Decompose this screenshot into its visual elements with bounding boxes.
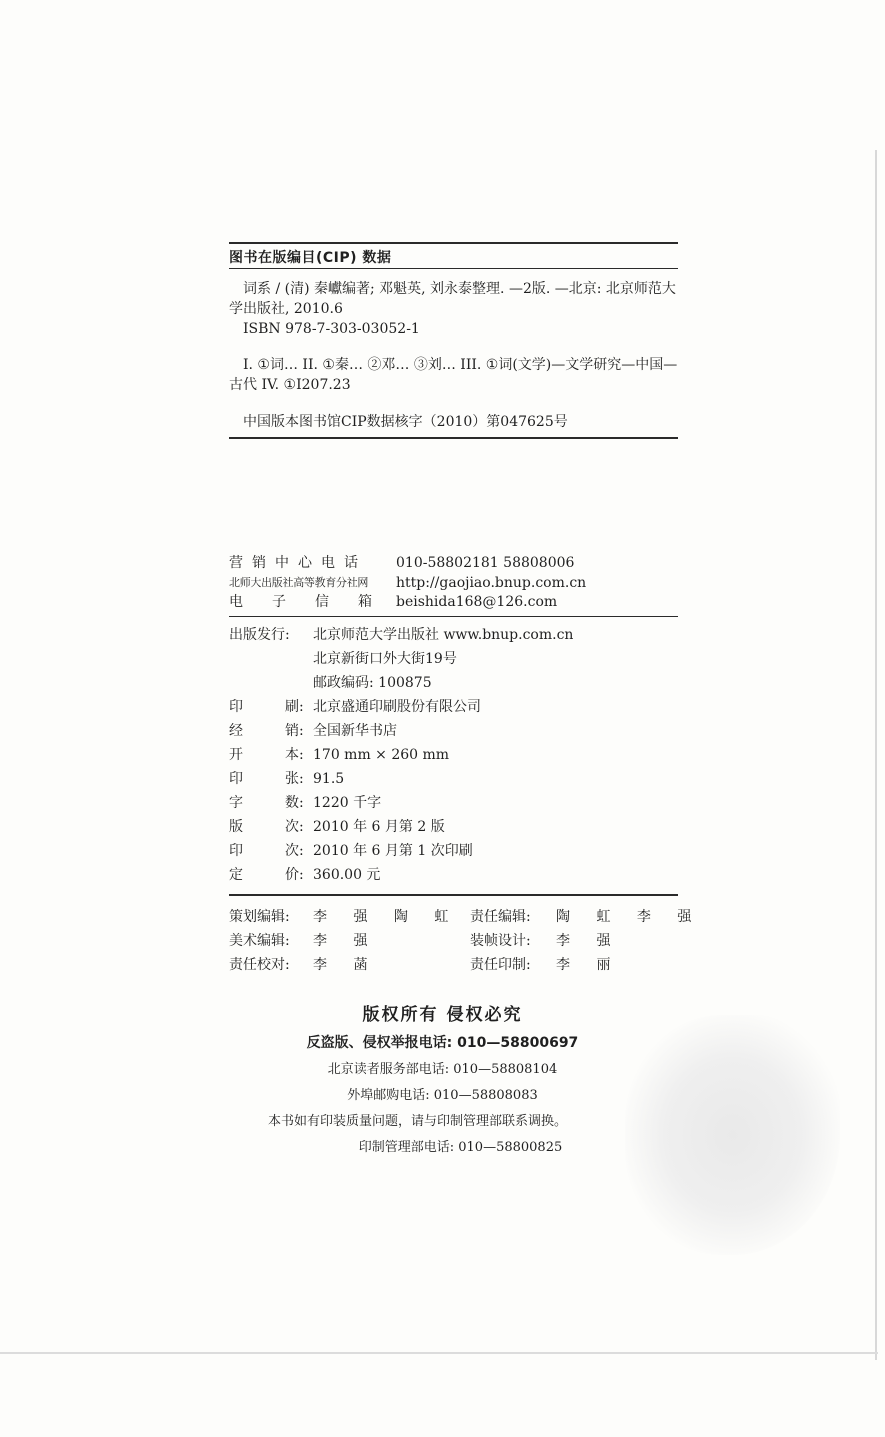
contact-label: 营销中心电话 — [229, 555, 367, 571]
contact-value: http://gaojiao.bnup.com.cn — [396, 575, 587, 591]
contact-rule — [229, 616, 678, 617]
staff-names: 李 强 — [556, 933, 622, 949]
staff-names: 李 强 — [313, 933, 379, 949]
staff-names: 李 丽 — [556, 957, 622, 973]
pub-value: 北京盛通印刷股份有限公司 — [313, 699, 481, 715]
cip-heading: 图书在版编目(CIP) 数据 — [229, 250, 392, 266]
staff-names: 李 强 陶 虹 — [313, 909, 460, 925]
page-edge-right — [875, 150, 877, 1360]
mail-order-phone: 外埠邮购电话: 010—58808083 — [347, 1088, 538, 1103]
cip-isbn: ISBN 978-7-303-03052-1 — [243, 321, 420, 337]
page-edge-bottom — [0, 1352, 878, 1354]
cip-check-number: 中国版本图书馆CIP数据核字（2010）第047625号 — [243, 414, 568, 430]
pub-value: 全国新华书店 — [313, 723, 397, 739]
contact-value: beishida168@126.com — [396, 594, 558, 610]
pub-value: 170 mm × 260 mm — [313, 747, 450, 763]
cip-subjects: I. ①词… II. ①秦… ②邓… ③刘… III. ①词(文学)—文学研究—中国—古代 IV. ①I207.23 — [229, 357, 678, 393]
cip-entry: 词系 / (清) 秦巘编著; 邓魁英, 刘永泰整理. —2版. —北京: 北京师范大学出版社, 2010.6 — [229, 281, 676, 317]
copyright-title: 版权所有 侵权必究 — [362, 1005, 523, 1025]
cip-bottom-rule — [229, 437, 678, 439]
staff-label: 责任编辑: — [470, 909, 531, 925]
pub-value: 1220 千字 — [313, 795, 382, 811]
pub-value: 北京新街口外大街19号 — [313, 651, 457, 667]
print-mgmt-phone: 印制管理部电话: 010—58800825 — [358, 1140, 563, 1155]
pub-value: 北京师范大学出版社 www.bnup.com.cn — [313, 627, 574, 643]
pub-value: 91.5 — [313, 771, 345, 787]
staff-label: 策划编辑: — [229, 909, 290, 925]
cip-heading-rule — [229, 268, 678, 269]
staff-names: 陶 虹 李 强 — [556, 909, 703, 925]
pub-value: 2010 年 6 月第 2 版 — [313, 819, 445, 835]
contact-label: 电子信箱 — [229, 594, 401, 610]
pub-value: 360.00 元 — [313, 867, 381, 883]
staff-label: 责任校对: — [229, 957, 290, 973]
staff-label: 美术编辑: — [229, 933, 290, 949]
pub-value: 邮政编码: 100875 — [313, 675, 432, 691]
quality-notice: 本书如有印装质量问题，请与印制管理部联系调换。 — [267, 1114, 567, 1129]
staff-label: 责任印制: — [470, 957, 531, 973]
staff-names: 李 菡 — [313, 957, 379, 973]
publishing-rule — [229, 894, 678, 896]
pub-label: 出版发行: — [229, 627, 290, 643]
contact-value: 010-58802181 58808006 — [396, 555, 575, 571]
cip-top-rule — [229, 242, 678, 244]
contact-label: 北师大出版社高等教育分社网 — [229, 576, 369, 589]
reader-service-phone: 北京读者服务部电话: 010—58808104 — [327, 1062, 558, 1077]
staff-label: 装帧设计: — [470, 933, 531, 949]
piracy-hotline: 反盗版、侵权举报电话: 010—58800697 — [306, 1035, 579, 1051]
pub-value: 2010 年 6 月第 1 次印刷 — [313, 843, 473, 859]
